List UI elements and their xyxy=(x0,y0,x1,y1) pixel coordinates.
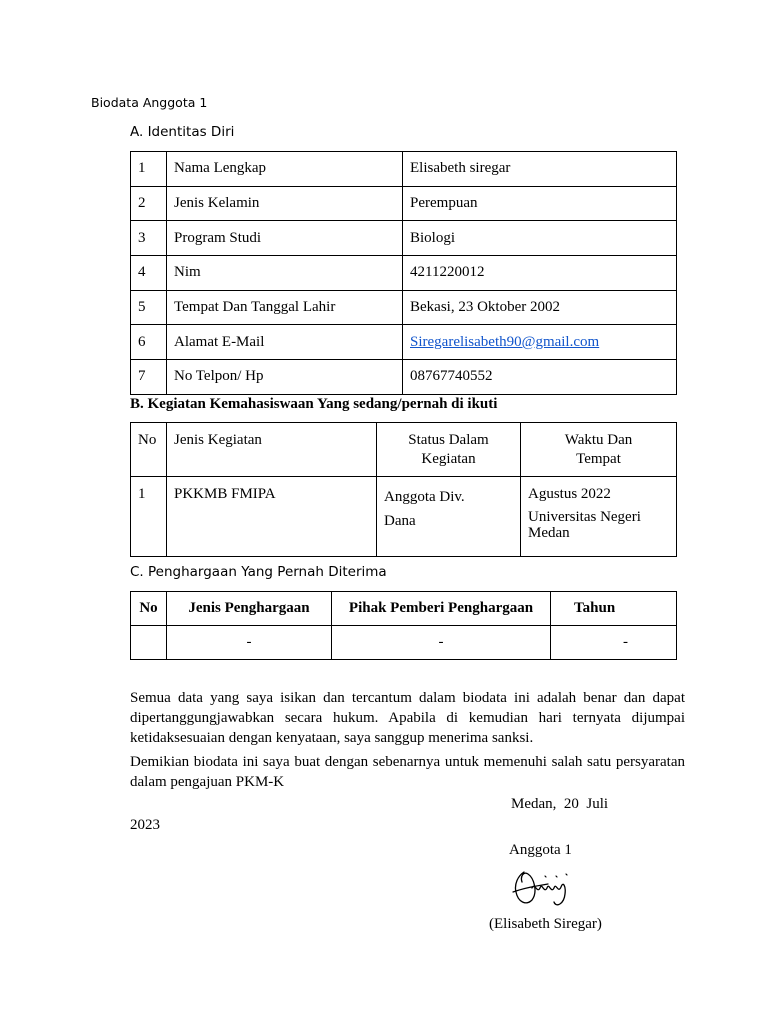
signature-place-date: Medan, 20 Juli xyxy=(511,796,609,812)
statement-paragraph-2: Demikian biodata ini saya buat dengan sebenarnya untuk memenuhi salah satu persyaratan dalam pengajuan PKM-K xyxy=(130,754,685,790)
section-b-title: B. Kegiatan Kemahasiswaan Yang sedang/pernah di ikuti xyxy=(130,396,498,412)
field-value: 08767740552 xyxy=(403,360,677,395)
table-row xyxy=(131,325,677,360)
field-label: Jenis Kelamin xyxy=(167,186,403,221)
field-label: Nama Lengkap xyxy=(167,152,403,187)
award-giver: - xyxy=(332,626,551,660)
table-row xyxy=(131,186,677,221)
row-number: 7 xyxy=(131,360,167,395)
field-label: No Telpon/ Hp xyxy=(167,360,403,395)
column-header-year: Tahun xyxy=(551,592,677,626)
statement-paragraph-1: Semua data yang saya isikan dan tercantum dalam biodata ini adalah benar dan dapat dipertanggungjawabkan secara hukum. Apabila di kemudian hari ternyata dijumpai ketidaksesuaian dengan kenyataan, saya sanggup menerima sanksi. xyxy=(130,690,685,746)
row-number: 6 xyxy=(131,325,167,360)
document-header: Biodata Anggota 1 xyxy=(91,95,208,110)
signature-name: (Elisabeth Siregar) xyxy=(489,916,602,932)
row-number: 1 xyxy=(131,477,167,557)
award-name: - xyxy=(167,626,332,660)
table-row xyxy=(131,290,677,325)
table-header-row xyxy=(131,423,677,477)
field-value: Elisabeth siregar xyxy=(403,152,677,187)
column-header-time-place: Waktu Dan Tempat xyxy=(521,423,677,477)
field-label: Tempat Dan Tanggal Lahir xyxy=(167,290,403,325)
identity-table xyxy=(130,151,677,395)
awards-table xyxy=(130,591,677,660)
table-header-row xyxy=(131,592,677,626)
table-row xyxy=(131,152,677,187)
row-number: 1 xyxy=(131,152,167,187)
column-header-no: No xyxy=(131,423,167,477)
column-header-award: Jenis Penghargaan xyxy=(167,592,332,626)
handwritten-signature xyxy=(510,862,580,912)
column-header-giver: Pihak Pemberi Penghargaan xyxy=(332,592,551,626)
table-row xyxy=(131,626,677,660)
activity-time-place xyxy=(521,477,677,557)
field-value: Bekasi, 23 Oktober 2002 xyxy=(403,290,677,325)
row-number: 3 xyxy=(131,221,167,256)
row-number: 4 xyxy=(131,256,167,291)
table-row xyxy=(131,221,677,256)
row-number xyxy=(131,626,167,660)
field-value: Perempuan xyxy=(403,186,677,221)
row-number: 2 xyxy=(131,186,167,221)
activity-status-text: Anggota Div. Dana xyxy=(384,489,465,529)
section-c-title: C. Penghargaan Yang Pernah Diterima xyxy=(130,564,387,580)
column-header-status: Status Dalam Kegiatan xyxy=(377,423,521,477)
field-label: Nim xyxy=(167,256,403,291)
column-header-activity: Jenis Kegiatan xyxy=(167,423,377,477)
field-value: 4211220012 xyxy=(403,256,677,291)
field-value: Biologi xyxy=(403,221,677,256)
email-cell xyxy=(403,325,677,360)
field-label: Program Studi xyxy=(167,221,403,256)
email-link[interactable]: Siregarelisabeth90@gmail.com xyxy=(410,333,600,350)
field-label: Alamat E-Mail xyxy=(167,325,403,360)
signature-year: 2023 xyxy=(130,817,160,833)
row-number: 5 xyxy=(131,290,167,325)
activity-status xyxy=(377,477,521,557)
award-year: - xyxy=(551,626,677,660)
activity-name: PKKMB FMIPA xyxy=(167,477,377,557)
section-a-title: A. Identitas Diri xyxy=(130,124,235,140)
activities-table xyxy=(130,422,677,557)
activity-time: Agustus 2022 xyxy=(528,486,611,502)
signature-role: Anggota 1 xyxy=(509,842,572,858)
activity-place: Universitas Negeri Medan xyxy=(528,509,641,541)
column-header-no: No xyxy=(131,592,167,626)
table-row xyxy=(131,256,677,291)
table-row xyxy=(131,477,677,557)
table-row xyxy=(131,360,677,395)
